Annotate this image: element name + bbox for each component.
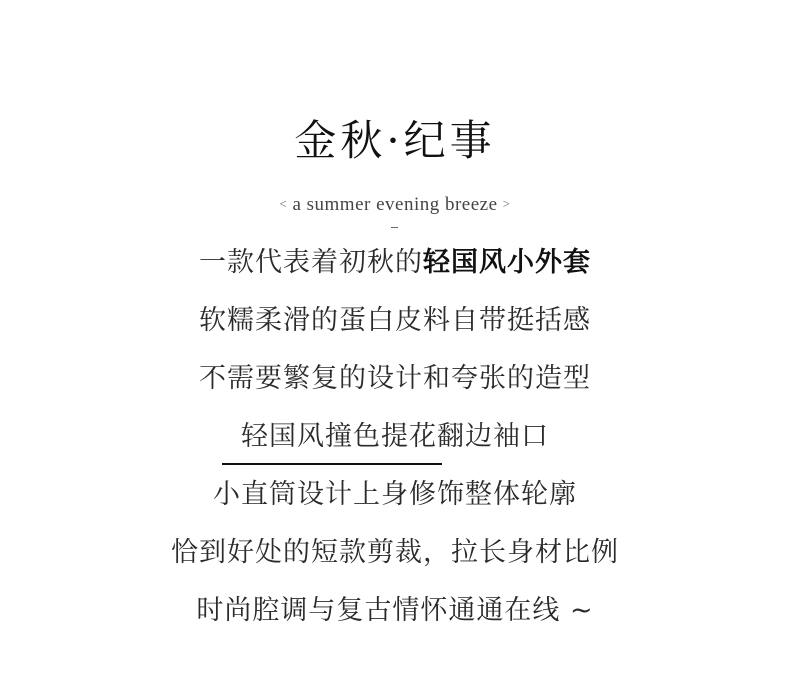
line-1-highlight: 轻国风小外套 [423, 247, 591, 278]
description-line-6 [0, 533, 790, 573]
line-5-text: 小直筒设计上身修饰整体轮廓 [213, 479, 577, 510]
line-7-text: 时尚腔调与复古情怀通通在线 ~ [196, 595, 594, 626]
line-2-text: 软糯柔滑的蛋白皮料自带挺括感 [199, 305, 591, 336]
description-line-1 [0, 243, 790, 283]
right-bracket: > [502, 196, 511, 211]
subtitle [0, 192, 790, 217]
page-title: 金秋·纪事 [294, 116, 496, 165]
left-bracket: < [279, 196, 288, 211]
emphasis-underline [222, 463, 442, 465]
description-line-7 [0, 591, 790, 631]
line-3-text: 不需要繁复的设计和夸张的造型 [199, 363, 591, 394]
line-6-text: 恰到好处的短款剪裁，拉长身材比例 [171, 537, 619, 568]
description-line-4 [0, 417, 790, 457]
description-line-2 [0, 301, 790, 341]
description-line-3 [0, 359, 790, 399]
description-line-5 [0, 475, 790, 515]
divider-dash [391, 227, 398, 228]
line-1-text: 一款代表着初秋的 [199, 247, 423, 278]
subtitle-text: a summer evening breeze [292, 194, 498, 215]
line-4-text: 轻国风撞色提花翻边袖口 [241, 421, 549, 452]
